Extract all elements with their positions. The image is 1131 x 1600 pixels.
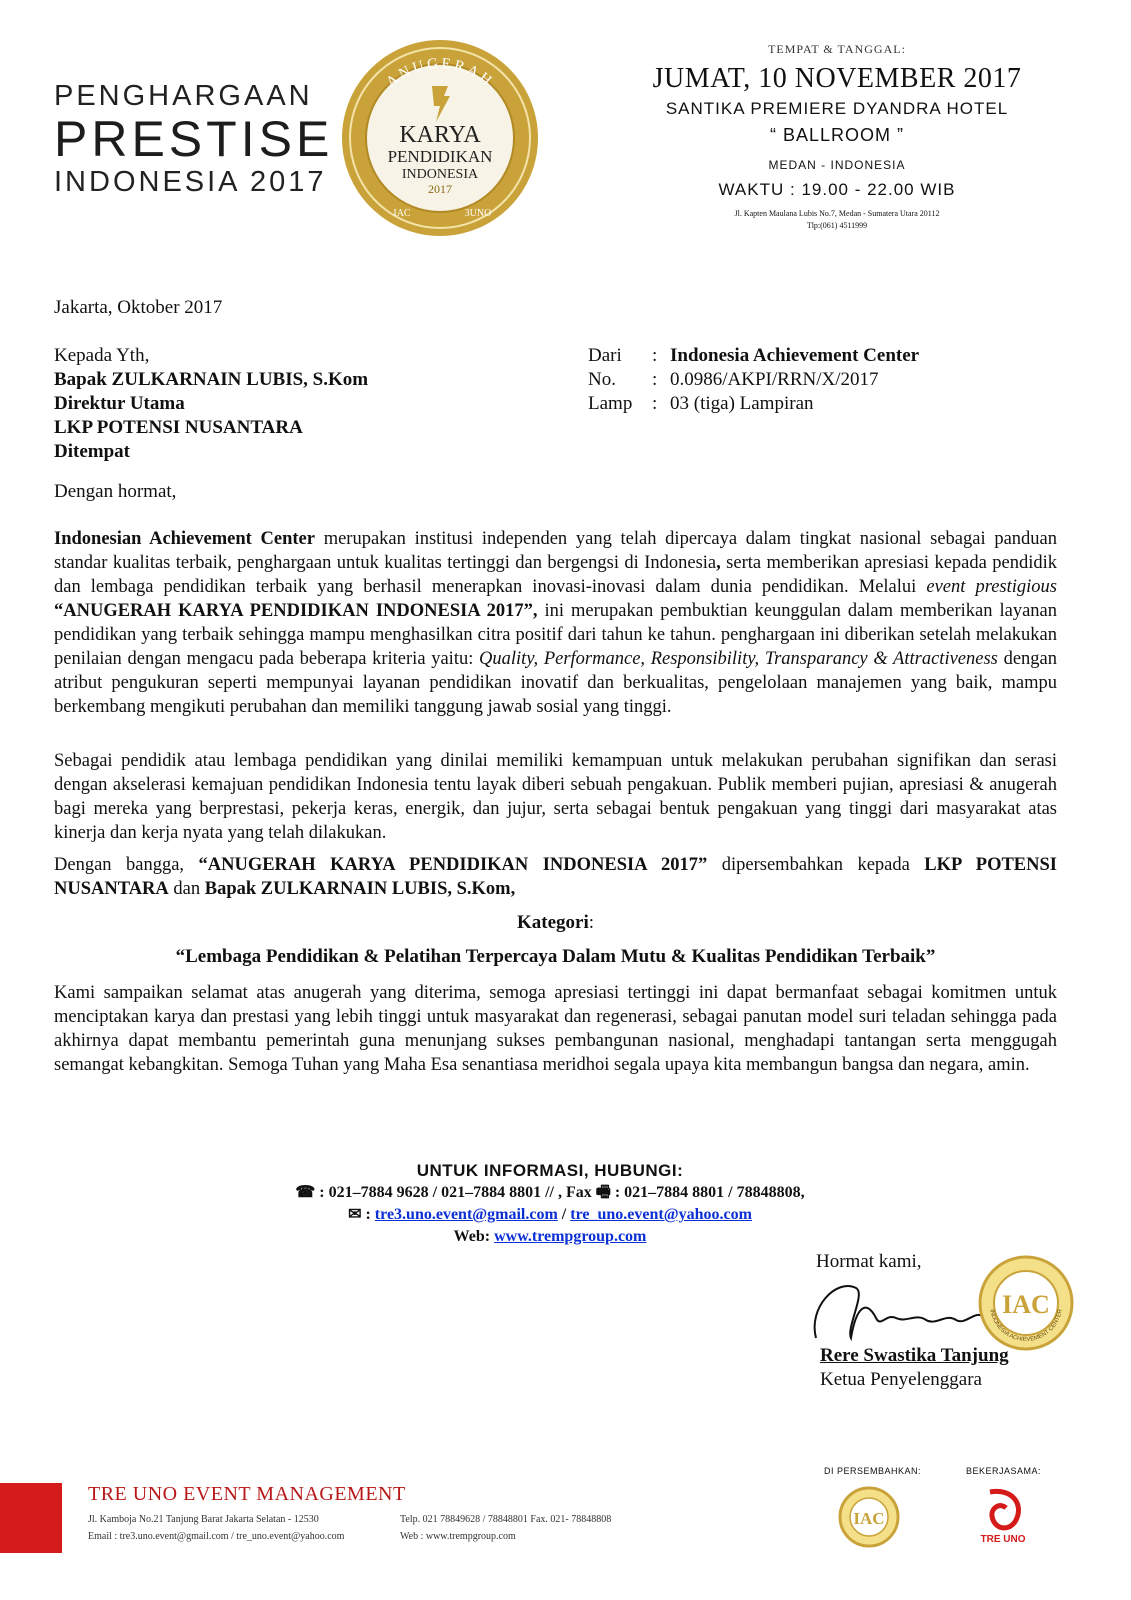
p3-a: Dengan bangga, bbox=[54, 855, 199, 875]
lamp-label: Lamp bbox=[588, 393, 633, 414]
paragraph-2: Sebagai pendidik atau lembaga pendidikan yang dinilai memiliki kemampuan untuk melakukan perubahan signifikan dan serasi dengan akselerasi kemajuan pendidikan Indonesia tentu layak diberi sebuah pengakuan. Publik memberi pujian, apresiasi & anugerah bagi mereka yang berprestasi, pekerja keras, energik, dan jujur, serta sebagai bentuk pengakuan yang tinggi dari masyarakat atas kinerja dan kerja nyata yang telah dilakukan. bbox=[54, 751, 1057, 843]
medal-line2: PENDIDIKAN bbox=[387, 147, 493, 166]
contact-heading: UNTUK INFORMASI, HUBUNGI: bbox=[416, 1161, 684, 1180]
p1-b: serta memberikan apresiasi kepada pendidik dan lembaga pendidikan terbaik yang berhasil menerapkan inovasi-inovasi dalam dunia pendidikan. Melalui bbox=[54, 553, 1057, 597]
brand-line2: PRESTISE bbox=[54, 111, 334, 167]
footer-company: TRE UNO EVENT MANAGEMENT bbox=[88, 1483, 406, 1505]
closing: Hormat kami, bbox=[816, 1251, 922, 1272]
footer-email: Email : tre3.uno.event@gmail.com / tre_uno.event@yahoo.com bbox=[88, 1531, 345, 1542]
email-slash: / bbox=[557, 1206, 571, 1223]
award-medal bbox=[340, 38, 540, 238]
fax-icon: 🖷 bbox=[595, 1184, 611, 1201]
category-label: Kategori bbox=[516, 912, 589, 933]
p1-d: dengan atribut pengukuran seperti mempunyai layanan pendidikan inovatif dan berkualitas, pengelolaan manajemen yang baik, mampu berkembang mengikuti perubahan dan memiliki tanggung jawab sosial yang tinggi. bbox=[54, 649, 1057, 717]
p1-comma: , bbox=[716, 553, 721, 573]
p3-c: dan bbox=[168, 879, 205, 899]
category-colon: : bbox=[588, 912, 595, 933]
seal-text: IAC bbox=[1002, 1290, 1050, 1319]
medal-line3: INDONESIA bbox=[401, 167, 479, 182]
brand-line3: INDONESIA 2017 bbox=[54, 166, 327, 198]
recipient-name: Bapak ZULKARNAIN LUBIS, S.Kom bbox=[54, 369, 369, 390]
p3-name: Bapak ZULKARNAIN LUBIS, S.Kom, bbox=[204, 879, 516, 899]
medal-3uno: 3UNO bbox=[464, 208, 492, 219]
medal-line1: KARYA bbox=[399, 122, 481, 148]
venue-hotel: SANTIKA PREMIERE DYANDRA HOTEL bbox=[665, 99, 1009, 118]
brand-line1: PENGHARGAAN bbox=[54, 80, 313, 112]
venue-address: Jl. Kapten Maulana Lubis No.7, Medan - Sumatera Utara 20112 bbox=[734, 209, 940, 218]
seal-ring-text: INDONESIA ACHIEVEMENT CENTER bbox=[988, 1308, 1064, 1344]
paragraph-3 bbox=[54, 853, 1057, 901]
venue-block bbox=[617, 42, 1057, 232]
p3-event: “ANUGERAH KARYA PENDIDIKAN INDONESIA 2017” bbox=[198, 855, 708, 875]
p1-c: ini merupakan pembuktian keunggulan dalam memberikan layanan pendidikan yang terbaik sehingga mampu menghasilkan citra positif dari tahun ke tahun. penghargaan ini diberikan setelah melakukan penilaian dengan mengacu pada beberapa kriteria yaitu: bbox=[54, 601, 1057, 669]
contact-web-line bbox=[150, 1226, 950, 1248]
presented-label: DI PERSEMBAHKAN: bbox=[824, 1466, 922, 1476]
p1-lead: Indonesian Achievement Center bbox=[54, 529, 315, 549]
web-label: Web: bbox=[453, 1228, 495, 1245]
signer-name: Rere Swastika Tanjung bbox=[820, 1345, 1009, 1366]
place-date: Jakarta, Oktober 2017 bbox=[54, 297, 223, 318]
footer-red-bar bbox=[0, 1483, 62, 1553]
email-sep: : bbox=[365, 1206, 371, 1223]
contact-phone-line bbox=[150, 1182, 950, 1204]
lamp-sep: : bbox=[652, 393, 658, 414]
recipient-place: Ditempat bbox=[54, 441, 130, 462]
to-label: Kepada Yth, bbox=[54, 345, 150, 366]
recipient-title: Direktur Utama bbox=[54, 393, 185, 414]
from-label: Dari bbox=[588, 345, 622, 366]
from-sep: : bbox=[652, 345, 658, 366]
p1-italic2: Quality, Performance, Responsibility, Transparancy & Attractiveness bbox=[479, 649, 998, 669]
letter-meta bbox=[588, 344, 919, 416]
recipient-org: LKP POTENSI NUSANTARA bbox=[54, 417, 303, 438]
venue-time: WAKTU : 19.00 - 22.00 WIB bbox=[718, 180, 956, 199]
p1-a: merupakan institusi independen yang telah dipercaya dalam tingkat nasional sebagai panduan standar kualitas terbaik, penghargaan untuk kualitas tertinggi dan bergengsi di Indonesia bbox=[54, 529, 1057, 573]
venue-label: TEMPAT & TANGGAL: bbox=[768, 42, 906, 56]
phone-icon: ☎ bbox=[295, 1184, 316, 1201]
venue-room: “ BALLROOM ” bbox=[769, 125, 905, 145]
contact-email-line bbox=[150, 1204, 950, 1226]
no-label: No. bbox=[588, 369, 616, 390]
iac-seal bbox=[978, 1255, 1074, 1351]
medal-iac: IAC bbox=[393, 208, 411, 219]
contact-phone: : 021–7884 9628 / 021–7884 8801 // , Fax bbox=[319, 1184, 592, 1201]
p1-italic1: event prestigious bbox=[926, 577, 1057, 597]
treuno-footer-logo bbox=[972, 1486, 1034, 1548]
treuno-logo-text: TRE UNO bbox=[980, 1534, 1026, 1545]
iac-logo-text: IAC bbox=[853, 1509, 885, 1528]
partner-label: BEKERJASAMA: bbox=[966, 1466, 1042, 1476]
footer-web: Web : www.trempgroup.com bbox=[400, 1531, 516, 1542]
web-link[interactable]: www.trempgroup.com bbox=[494, 1228, 647, 1245]
lamp-value: 03 (tiga) Lampiran bbox=[670, 393, 814, 414]
paragraph-1 bbox=[54, 527, 1057, 719]
venue-phone: Tlp:(061) 4511999 bbox=[806, 221, 868, 230]
p1-event: “ANUGERAH KARYA PENDIDIKAN INDONESIA 2017”, bbox=[54, 601, 538, 621]
p3-org: LKP POTENSI NUSANTARA bbox=[54, 855, 1057, 899]
category-value: “Lembaga Pendidikan & Pelatihan Terpercaya Dalam Mutu & Kualitas Pendidikan Terbaik” bbox=[175, 946, 936, 967]
greeting: Dengan hormat, bbox=[54, 481, 177, 502]
venue-date: JUMAT, 10 NOVEMBER 2017 bbox=[652, 63, 1022, 94]
signer-title: Ketua Penyelenggara bbox=[820, 1369, 982, 1390]
no-sep: : bbox=[652, 369, 658, 390]
contact-fax: : 021–7884 8801 / 78848808, bbox=[614, 1184, 805, 1201]
recipient-block bbox=[54, 344, 368, 464]
venue-city: MEDAN - INDONESIA bbox=[768, 158, 906, 172]
medal-top-text: ANUGERAH bbox=[383, 55, 497, 91]
paragraph-4: Kami sampaikan selamat atas anugerah yang diterima, semoga apresiasi tertinggi ini dapat bermanfaat sebagai komitmen untuk menciptakan karya dan prestasi yang lebih tinggi untuk masyarakat dan regenerasi, sebagai panutan model suri teladan sehingga pada akhirnya dapat membantu pemerintah guna menunjang sukses pembangunan nasional, menghadapi tantangan serta menggugah semangat kebangkitan. Semoga Tuhan yang Maha Esa senantiasa meridhoi segala upaya kita membangun bangsa dan negara, amin. bbox=[54, 983, 1057, 1075]
medal-year: 2017 bbox=[428, 182, 452, 196]
from-value: Indonesia Achievement Center bbox=[670, 345, 920, 366]
iac-footer-logo bbox=[838, 1486, 900, 1548]
footer-address: Jl. Kamboja No.21 Tanjung Barat Jakarta Selatan - 12530 bbox=[88, 1514, 319, 1525]
email-link-2[interactable]: tre_uno.event@yahoo.com bbox=[570, 1206, 752, 1223]
no-value: 0.0986/AKPI/RRN/X/2017 bbox=[670, 369, 879, 390]
contact-block bbox=[150, 1160, 950, 1248]
email-icon: ✉ bbox=[348, 1206, 362, 1223]
email-link-1[interactable]: tre3.uno.event@gmail.com bbox=[374, 1206, 558, 1223]
category-heading bbox=[54, 911, 1057, 935]
footer-phone: Telp. 021 78849628 / 78848801 Fax. 021- 78848808 bbox=[400, 1514, 612, 1525]
p3-b: dipersembahkan kepada bbox=[707, 855, 925, 875]
